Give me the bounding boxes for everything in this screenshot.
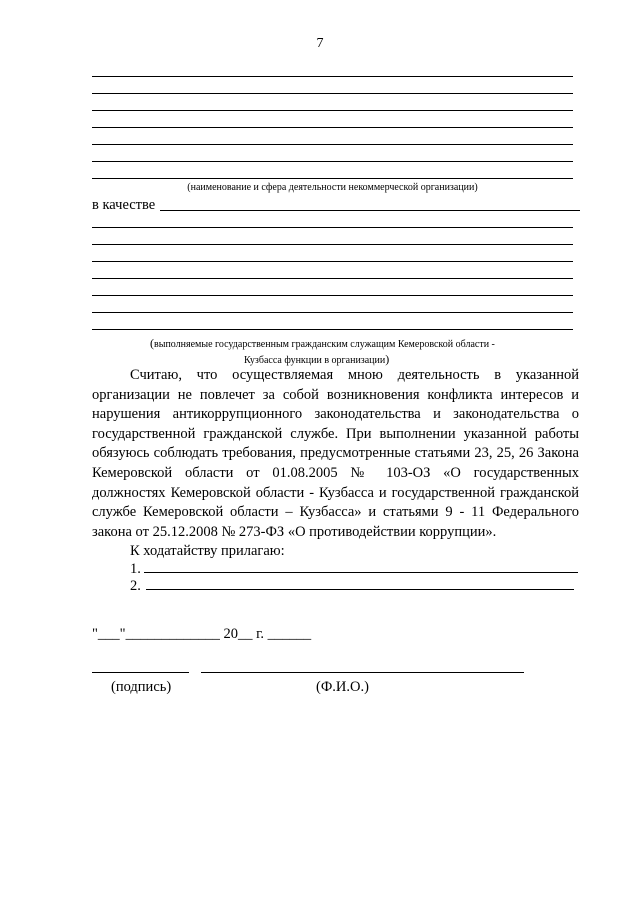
name-line: [201, 672, 524, 673]
functions-caption-line-2: [244, 352, 389, 367]
blank-line: [92, 161, 573, 162]
attachment-number-1: 1.: [130, 561, 141, 577]
blank-line: [92, 278, 573, 279]
blank-line: [92, 261, 573, 262]
blank-line: [92, 178, 573, 179]
caption-close-paren: ): [474, 182, 478, 193]
blank-line: [92, 127, 573, 128]
date-line: "___"_____________ 20__ г. ______: [92, 626, 312, 642]
functions-caption-text-2: Кузбасса функции в организации: [244, 355, 386, 366]
caption-open-paren: (: [187, 182, 191, 193]
caption-open-paren: (: [150, 336, 154, 350]
caption-close-paren: ): [385, 352, 390, 366]
blank-line: [92, 76, 573, 77]
signature-line: [92, 672, 189, 673]
blank-line: [92, 312, 573, 313]
functions-caption-line-1: [150, 336, 495, 351]
blank-line: [92, 295, 573, 296]
blank-line: [92, 244, 573, 245]
statement-paragraph: Считаю, что осуществляемая мною деятельность в указанной организации не повлечет за собой возникновения конфликта интересов и нарушения антикоррупционного законодательства и законодательства о государственной гражданской службе. При выполнении указанной работы обязуюсь соблюдать требования, предусмотренные статьями 23, 25, 26 Закона Кемеровской области от 01.08.2005 № 103-ОЗ «О государственных должностях Кемеровской области - Кузбасса и государственной гражданской службе Кемеровской области – Кузбасса» и статьями 9 - 11 Федерального закона от 25.12.2008 № 273-ФЗ «О противодействии коррупции».: [92, 367, 579, 540]
attachments-intro: К ходатайству прилагаю:: [130, 543, 285, 559]
attachment-line-1: [144, 572, 578, 573]
attachment-line-2: [146, 589, 574, 590]
blank-line: [92, 227, 573, 228]
page-number: 7: [316, 36, 324, 51]
functions-caption-text-1: выполняемые государственным гражданским служащим Кемеровской области -: [154, 339, 495, 350]
blank-line: [92, 144, 573, 145]
attachment-number-2: 2.: [130, 578, 141, 594]
signature-caption: (подпись): [111, 679, 172, 695]
organization-caption-text: наименование и сфера деятельности некоммерческой организации: [190, 182, 475, 193]
role-label: в качестве: [92, 197, 156, 213]
organization-caption: [92, 182, 573, 193]
blank-line: [92, 329, 573, 330]
blank-line: [92, 110, 573, 111]
role-line: [160, 210, 580, 211]
blank-line: [92, 93, 573, 94]
name-caption: (Ф.И.О.): [316, 679, 369, 695]
